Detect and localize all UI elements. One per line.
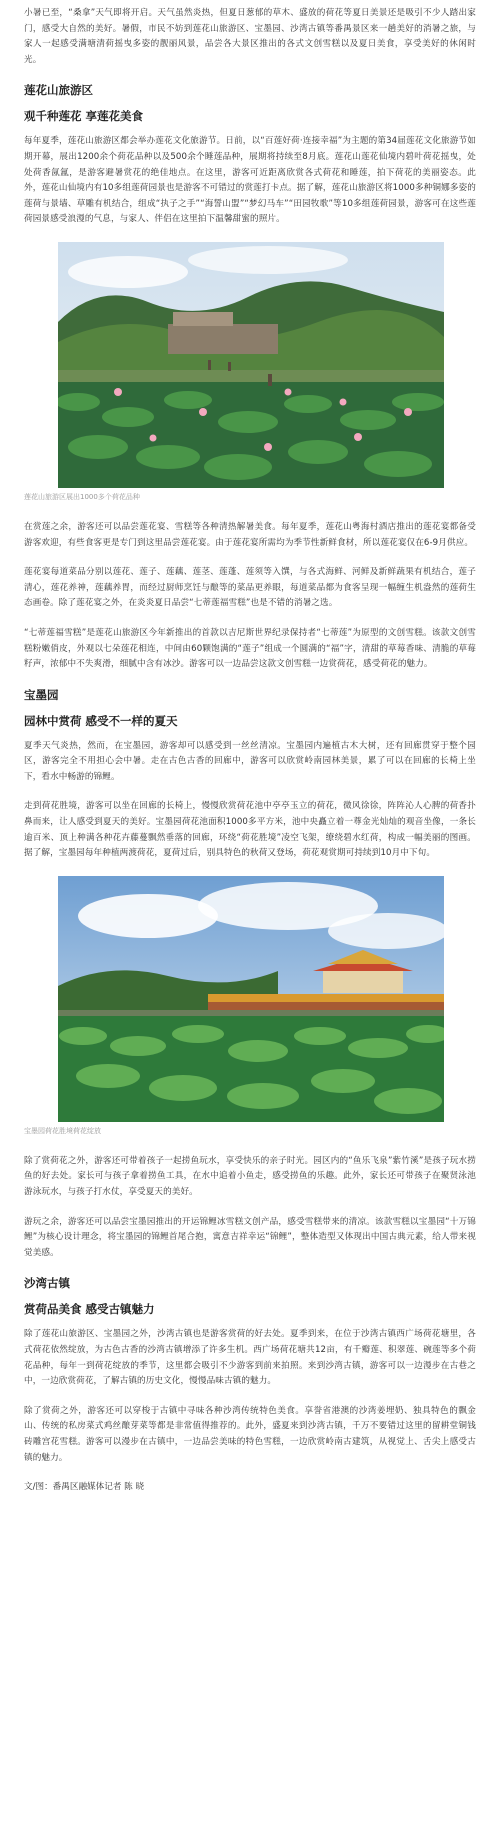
section-title-shawan: 沙湾古镇 [24, 1276, 70, 1291]
paragraph: 除了赏荷花之外，游客还可带着孩子一起捞鱼玩水，享受快乐的亲子时光。园区内的“鱼乐飞泉”紫竹溪”是孩子玩水捞鱼的好去处。家长可与孩子拿着捞鱼工具，在水中追着小鱼走，感受捞鱼的乐趣。此外，家长还可带孩子在聚贤泳池游泳玩水，与孩子打水仗，享受夏天的美好。 [24, 1155, 476, 1198]
section-subtitle-shawan: 赏荷品美食 感受古镇魅力 [24, 1302, 155, 1317]
paragraph: “七蒂莲福雪糕”是莲花山旅游区今年新推出的首款以吉尼斯世界纪录保持者“七蒂莲”为原型的文创雪糕。该款文创雪糕粉嫩俏皮，外观以七朵莲花相连，中间由60颗饱满的“莲子”组成一个圆满的“福”字，清甜的草莓香味、清脆的草莓籽声，浓郁中不失爽滑，细腻中含有冰沙。游客可以一边品尝这款文创雪糕一边赏荷花，感受荷花的魅力。 [24, 627, 476, 670]
figure-baomoyuan [24, 876, 476, 1136]
paragraph: 除了莲花山旅游区、宝墨园之外，沙湾古镇也是游客赏荷的好去处。夏季到来，在位于沙湾古镇西广场荷花塘里，各式荷花依然绽放，为古色古香的沙湾古镇增添了许多生机。西广场荷花塘共12亩，有千瓣莲、积翠莲、碗莲等多个荷花品种，每年一到荷花绽放的季节，这里都会吸引不少游客到前来拍照。来到沙湾古镇，游客可以一边漫步在古巷之中，一边欣赏荷花，了解古镇的历史文化，慢慢品味古镇的魅力。 [24, 1329, 476, 1387]
paragraph: 每年夏季，莲花山旅游区都会举办莲花文化旅游节。日前，以“百莲好荷·连接幸福”为主题的第34届莲花文化旅游节如期开幕，展出1200余个荷花品种以及500余个睡莲品种，展期将持续至8月底。莲花山莲花仙境内碧叶荷花摇曳，处处荷香氤氲，是游客避暑赏花的绝佳地点。在这里，游客可近距离欣赏各式荷花和睡莲，拍下荷花的美丽姿态。此外，莲花山仙境内有10多组莲荷园景也是游客不可错过的赏莲打卡点。据了解，莲花山旅游区将1000多种铜娜多姿的莲荷与景墙、草雕有机结合，组成“执子之手”“海誓山盟”“梦幻马车”“田园牧歌”等10多组莲荷园景，游客可在这些莲荷园景感受浪漫的气息，与家人、伴侣在这里拍下温馨甜蜜的照片。 [24, 136, 476, 225]
section-subtitle-lianhuashan: 观千种莲花 享莲花美食 [24, 109, 144, 124]
author-credit: 文/图：番禺区融媒体记者 陈 晓 [24, 1482, 145, 1493]
section-title-baomoyuan: 宝墨园 [24, 687, 59, 702]
paragraph: 在赏莲之余，游客还可以品尝莲花宴、雪糕等各种清热解暑美食。每年夏季，莲花山粤海村酒店推出的莲花宴都备受游客欢迎，有些食客更是专门到这里品尝莲花宴。由于莲花宴所需均为季节性新鲜食材，所以莲花宴仅在6-9月供应。 [24, 521, 476, 548]
section-subtitle-baomoyuan: 园林中赏荷 感受不一样的夏天 [24, 713, 178, 728]
paragraph: 游玩之余，游客还可以品尝宝墨园推出的开运锦鲤冰雪糕文创产品，感受雪糕带来的清凉。该款雪糕以宝墨园“十万锦鲤”为核心设计理念，将宝墨园的锦鲤首尾合抱，寓意吉祥幸运“锦鲤”，整体造型又体现出中国古典元素，给人带来视觉美感。 [24, 1216, 476, 1258]
photo-caption: 宝墨园荷花胜境荷花绽放 [24, 1126, 101, 1135]
article [0, 6, 500, 1494]
baomoyuan-photo [58, 876, 444, 1122]
photo-caption: 莲花山旅游区展出1000多个荷花品种 [24, 492, 140, 501]
paragraph: 除了赏荷之外，游客还可以穿梭于古镇中寻味各种沙湾传统特色美食。享誉省港澳的沙湾姜埋奶、独具特色的飘金山、传统的私房菜式鸡丝酿芽菜等都是非常值得推荐的。此外，盛夏来到沙湾古镇，千万不要错过这里的留耕堂铜钱砖雕宫花雪糕。游客可以漫步在古镇中，一边品尝美味的特色雪糕，一边欣赏岭南古建筑，从视觉上、舌尖上感受古镇的魅力。 [24, 1405, 476, 1463]
lotus-park-photo [58, 242, 444, 488]
paragraph: 莲花宴每道菜品分别以莲花、莲子、莲藕、莲茎、莲蓬、莲须等入馔，与各式海鲜、河鲜及新鲜蔬果有机结合，莲子清心，莲花养神，莲藕养胃，而经过厨师烹饪与酿等的菜品更养眼，每道菜品都为食客呈现一幅缠生机盎然的莲荷生态画卷。除了莲花宴之外，在炎炎夏日品尝“七蒂莲福雪糕”也是不错的消暑之选。 [24, 567, 476, 609]
figure-lotus-park [24, 242, 476, 502]
paragraph: 走到荷花胜境，游客可以坐在回廊的长椅上，慢慢欣赏荷花池中亭亭玉立的荷花，微风徐徐，阵阵沁人心脾的荷香扑鼻而来，让人感受到夏天的美好。宝墨园荷花池面积1000多平方米，池中央矗立着一尊金光灿灿的观音坐像，一条长逾百米、顶上种满各种花卉藤蔓飘然垂落的回廊，环绕“荷花胜境”凌空飞架，缭绕碧水红荷，构成一幅美丽的图画。据了解，宝墨园每年种植两渡荷花，夏荷过后，别具特色的秋荷又登场，荷花观赏期可持续到10月中下旬。 [24, 801, 476, 859]
paragraph: 夏季天气炎热，然而，在宝墨园，游客却可以感受到一丝丝清凉。宝墨园内遍植古木大树，还有回廊贯穿于整个园区，游客完全不用担心会中暑。走在古色古香的回廊中，游客可以欣赏岭南园林美景，累了可以在回廊的长椅上坐下，看水中畅游的锦鲤。 [24, 740, 476, 782]
section-title-lianhuashan: 莲花山旅游区 [24, 83, 93, 98]
intro-paragraph: 小暑已至，“桑拿”天气即将开启。天气虽然炎热，但夏日葱郁的草木、盛放的荷花等夏日美景还是吸引不少人踏出家门，感受大自然的美好。暑假，市民不妨到莲花山旅游区、宝墨园、沙湾古镇等番禺景区来一趟美好的消暑之旅，与家人一起感受满塘清荷摇曳多姿的靓丽风景，品尝各大景区推出的各式文创雪糕以及夏日美食，享受美好的休闲时光。 [24, 8, 476, 65]
